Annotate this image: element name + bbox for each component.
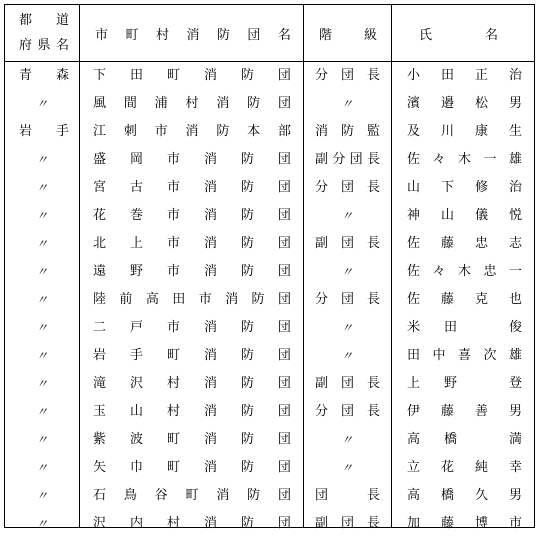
table-row (5, 426, 534, 454)
municipality-cell: 江 刺 市 消 防 本 部 (93, 124, 291, 139)
header-rank: 階 級 (319, 27, 377, 43)
header-prefecture-line2: 府 県 名 (19, 38, 69, 53)
table-row (5, 118, 534, 146)
table-row (5, 146, 534, 174)
municipality-cell: 遠 野 市 消 防 団 (93, 264, 291, 279)
person-name-cell: 伊 藤 善 男 (407, 404, 522, 419)
rank-cell: 分 団 長 (315, 292, 380, 307)
table-row (5, 90, 534, 118)
person-name-cell: 立 花 純 幸 (407, 460, 522, 475)
person-name-cell: 佐 藤 忠 志 (407, 236, 522, 251)
person-name-cell: 佐 々 木 一 雄 (407, 152, 522, 167)
municipality-cell: 盛 岡 市 消 防 団 (93, 152, 291, 167)
municipality-cell: 岩 手 町 消 防 団 (93, 348, 291, 363)
municipality-cell: 宮 古 市 消 防 団 (93, 180, 291, 195)
rank-cell: 〃 (340, 461, 353, 475)
rank-cell: 〃 (340, 97, 353, 111)
prefecture-cell: 〃 (35, 489, 48, 503)
rank-cell: 団 長 (315, 488, 380, 503)
prefecture-cell: 〃 (35, 321, 48, 335)
prefecture-cell: 〃 (35, 349, 48, 363)
table-row (5, 62, 534, 90)
prefecture-cell: 〃 (35, 209, 48, 223)
table-row (5, 314, 534, 342)
municipality-cell: 風 間 浦 村 消 防 団 (93, 96, 291, 111)
rank-cell: 副 団 長 (315, 516, 380, 531)
person-name-cell: 小 田 正 治 (407, 68, 522, 83)
municipality-cell: 沢 内 村 消 防 団 (93, 516, 291, 531)
person-name-cell: 高 橋 満 (407, 432, 522, 447)
person-name-cell: 佐 々 木 忠 一 (407, 264, 522, 279)
prefecture-cell: 〃 (35, 97, 48, 111)
rank-cell: 〃 (340, 321, 353, 335)
rank-cell: 分 団 長 (315, 68, 380, 83)
person-name-cell: 高 橋 久 男 (407, 488, 522, 503)
person-name-cell: 米 田 俊 (407, 320, 522, 335)
municipality-cell: 紫 波 町 消 防 団 (93, 432, 291, 447)
header-municipality: 市 町 村 消 防 団 名 (95, 27, 291, 43)
table-row (5, 230, 534, 258)
rank-cell: 〃 (340, 209, 353, 223)
rank-cell: 分 団 長 (315, 404, 380, 419)
table-row (5, 482, 534, 510)
prefecture-cell: 〃 (35, 377, 48, 391)
header-prefecture (5, 5, 79, 61)
rank-cell: 副 団 長 (315, 236, 380, 251)
prefecture-cell: 〃 (35, 405, 48, 419)
municipality-cell: 滝 沢 村 消 防 団 (93, 376, 291, 391)
rank-cell: 〃 (340, 433, 353, 447)
award-table (4, 4, 535, 531)
table-row (5, 202, 534, 230)
table-row (5, 370, 534, 398)
prefecture-cell: 〃 (35, 293, 48, 307)
rank-cell: 〃 (340, 349, 353, 363)
rank-cell: 消 防 監 (315, 124, 380, 139)
table-row (5, 174, 534, 202)
person-name-cell: 上 野 登 (407, 376, 522, 391)
rank-cell: 副 分 団 長 (315, 152, 380, 167)
rank-cell: 〃 (340, 265, 353, 279)
header-person-name: 氏 名 (419, 27, 498, 43)
person-name-cell: 加 藤 博 市 (407, 516, 522, 531)
municipality-cell: 矢 巾 町 消 防 団 (93, 460, 291, 475)
table-row (5, 258, 534, 286)
municipality-cell: 二 戸 市 消 防 団 (93, 320, 291, 335)
prefecture-cell: 〃 (35, 433, 48, 447)
prefecture-cell: 青 森 (19, 68, 69, 83)
prefecture-cell: 〃 (35, 181, 48, 195)
table-row (5, 510, 534, 538)
municipality-cell: 北 上 市 消 防 団 (93, 236, 291, 251)
prefecture-cell: 岩 手 (19, 124, 69, 139)
table-row (5, 286, 534, 314)
prefecture-cell: 〃 (35, 517, 48, 531)
municipality-cell: 石 鳥 谷 町 消 防 団 (93, 488, 291, 503)
municipality-cell: 玉 山 村 消 防 団 (93, 404, 291, 419)
person-name-cell: 山 下 修 治 (407, 180, 522, 195)
person-name-cell: 神 山 儀 悦 (407, 208, 522, 223)
prefecture-cell: 〃 (35, 153, 48, 167)
person-name-cell: 濱 邉 松 男 (407, 96, 522, 111)
municipality-cell: 下 田 町 消 防 団 (93, 68, 291, 83)
prefecture-cell: 〃 (35, 461, 48, 475)
prefecture-cell: 〃 (35, 265, 48, 279)
rank-cell: 副 団 長 (315, 376, 380, 391)
municipality-cell: 陸 前 高 田 市 消 防 団 (93, 292, 291, 307)
header-prefecture-line1: 都 道 (19, 13, 69, 28)
prefecture-cell: 〃 (35, 237, 48, 251)
rank-cell: 分 団 長 (315, 180, 380, 195)
table-row (5, 342, 534, 370)
person-name-cell: 佐 藤 克 也 (407, 292, 522, 307)
municipality-cell: 花 巻 市 消 防 団 (93, 208, 291, 223)
table-row (5, 398, 534, 426)
person-name-cell: 及 川 康 生 (407, 124, 522, 139)
person-name-cell: 田 中 喜 次 雄 (407, 348, 522, 363)
table-row (5, 454, 534, 482)
